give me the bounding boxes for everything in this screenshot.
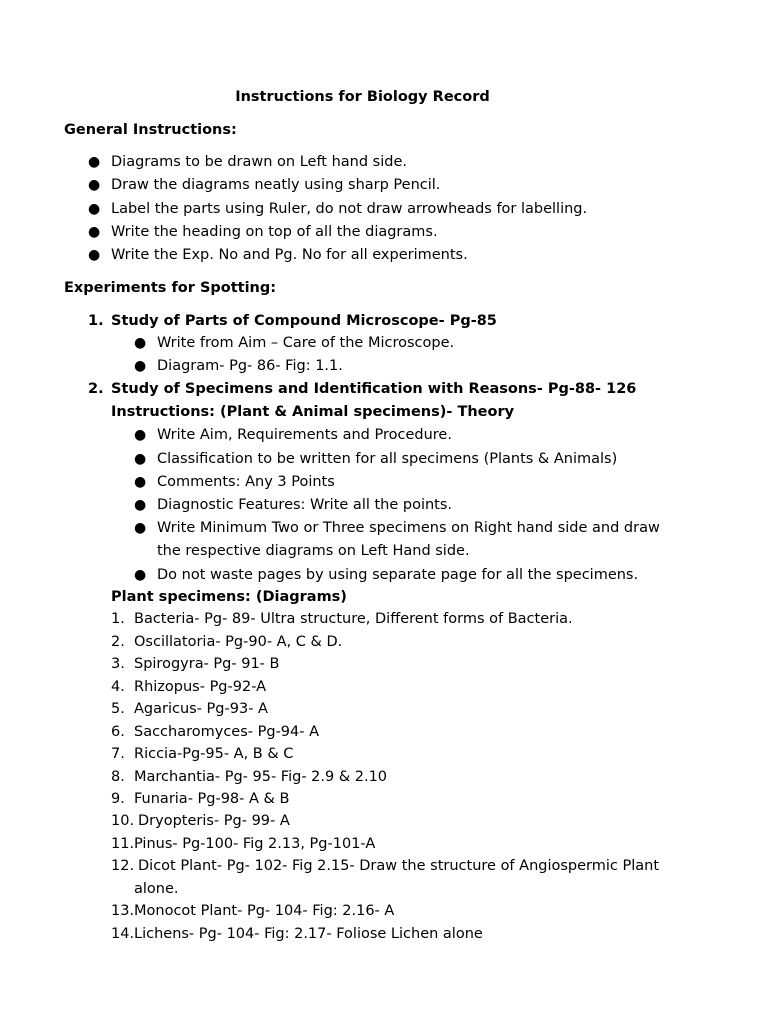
plant-number: 14. [111,926,135,942]
plant-item: Marchantia- Pg- 95- Fig- 2.9 & 2.10 [134,769,388,785]
experiment-2-item: Write Minimum Two or Three specimens on Right hand side and draw [157,520,660,536]
experiment-2-title: Study of Specimens and Identification with Reasons- Pg-88- 126 [111,381,637,397]
experiments-heading: Experiments for Spotting: [64,280,277,296]
experiment-1-title: Study of Parts of Compound Microscope- Pg-85 [111,313,497,329]
plant-item: Agaricus- Pg-93- A [134,701,268,717]
bullet-icon: ● [134,520,147,536]
plant-number: 6. [111,724,125,740]
experiment-1-item: Write from Aim – Care of the Microscope. [157,335,455,351]
bullet-icon: ● [134,358,147,374]
bullet-icon: ● [88,224,101,240]
document-title: Instructions for Biology Record [235,89,490,105]
bullet-icon: ● [88,201,101,217]
plant-number: 8. [111,769,125,785]
plant-item: Funaria- Pg-98- A & B [134,791,290,807]
bullet-icon: ● [134,567,147,583]
plant-item: Bacteria- Pg- 89- Ultra structure, Different forms of Bacteria. [134,611,573,627]
plant-specimens-heading: Plant specimens: (Diagrams) [111,589,347,605]
plant-number: 9. [111,791,125,807]
plant-number: 7. [111,746,125,762]
experiment-2-item: Write Aim, Requirements and Procedure. [157,427,452,443]
experiment-2-item-continued: the respective diagrams on Left Hand side. [157,543,470,559]
bullet-icon: ● [88,177,101,193]
bullet-icon: ● [134,335,147,351]
plant-item: Oscillatoria- Pg-90- A, C & D. [134,634,343,650]
plant-item: Rhizopus- Pg-92-A [134,679,267,695]
experiment-2-item: Do not waste pages by using separate page for all the specimens. [157,567,639,583]
plant-item-continued: alone. [134,881,179,897]
plant-number: 3. [111,656,125,672]
experiment-1-number: 1. [88,313,104,329]
plant-number: 5. [111,701,125,717]
plant-number: 13. [111,903,135,919]
plant-item: Lichens- Pg- 104- Fig: 2.17- Foliose Lichen alone [134,926,483,942]
plant-number: 4. [111,679,125,695]
plant-number: 10. [111,813,135,829]
plant-number: 1. [111,611,125,627]
plant-item: Riccia-Pg-95- A, B & C [134,746,294,762]
experiment-2-item: Diagnostic Features: Write all the points. [157,497,453,513]
plant-number: 11. [111,836,135,852]
general-item: Diagrams to be drawn on Left hand side. [111,154,407,170]
experiment-2-instructions-heading: Instructions: (Plant & Animal specimens)- Theory [111,404,515,420]
general-item: Label the parts using Ruler, do not draw arrowheads for labelling. [111,201,588,217]
general-item: Draw the diagrams neatly using sharp Pencil. [111,177,441,193]
bullet-icon: ● [134,474,147,490]
experiment-1-item: Diagram- Pg- 86- Fig: 1.1. [157,358,343,374]
general-item: Write the Exp. No and Pg. No for all experiments. [111,247,468,263]
plant-number: 2. [111,634,125,650]
bullet-icon: ● [88,247,101,263]
plant-item: Pinus- Pg-100- Fig 2.13, Pg-101-A [134,836,376,852]
plant-item: Spirogyra- Pg- 91- B [134,656,280,672]
plant-item: Dicot Plant- Pg- 102- Fig 2.15- Draw the structure of Angiospermic Plant [138,858,660,874]
experiment-2-item: Classification to be written for all specimens (Plants & Animals) [157,451,618,467]
bullet-icon: ● [134,497,147,513]
bullet-icon: ● [88,154,101,170]
general-item: Write the heading on top of all the diagrams. [111,224,438,240]
experiment-2-item: Comments: Any 3 Points [157,474,335,490]
bullet-icon: ● [134,427,147,443]
plant-number: 12. [111,858,135,874]
plant-item: Saccharomyces- Pg-94- A [134,724,320,740]
plant-item: Dryopteris- Pg- 99- A [138,813,290,829]
bullet-icon: ● [134,451,147,467]
plant-item: Monocot Plant- Pg- 104- Fig: 2.16- A [134,903,395,919]
general-instructions-heading: General Instructions: [64,122,237,138]
experiment-2-number: 2. [88,381,104,397]
